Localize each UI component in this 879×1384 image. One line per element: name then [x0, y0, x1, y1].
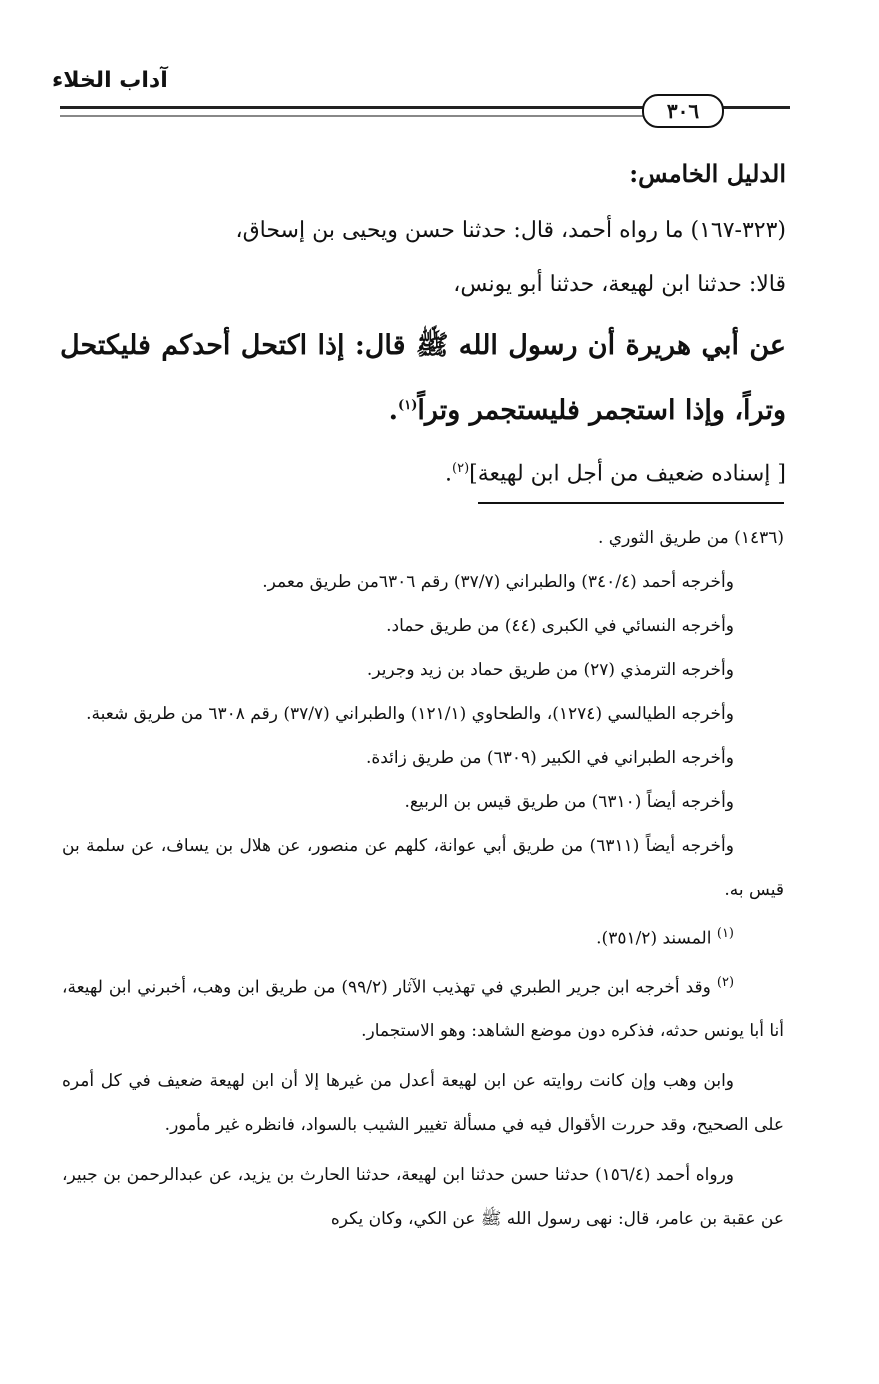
footnotes [62, 516, 784, 1241]
footnote-1-marker: (١) [716, 926, 734, 941]
hadith-body: عن أبي هريرة أن رسول الله ﷺ قال: إذا اكتحل أحدكم فليكتحل وتراً، وإذا استجمر فليستجمر وتراً [60, 330, 786, 426]
footnote-line: وأخرجه أحمد (٣٤٠/٤) والطبراني (٣٧/٧) رقم ٦٣٠٦من طريق معمر. [262, 572, 734, 592]
footnote-paragraph: وابن وهب وإن كانت روايته عن ابن لهيعة أعدل من غيرها إلا أن ابن لهيعة ضعيف في كل أمره على الصحيح، وقد حررت الأقوال فيه في مسألة تغيير الشيب بالسواد، فانظره غير مأمور. [62, 1071, 784, 1136]
footnote-2 [62, 961, 784, 1054]
footnote-ref-1: (١) [398, 398, 418, 413]
header-rule-secondary [60, 115, 645, 117]
footnote-separator [478, 502, 784, 504]
footnote-line: وأخرجه النسائي في الكبرى (٤٤) من طريق حماد. [386, 616, 734, 636]
section-heading: الدليل الخامس: [629, 159, 786, 188]
footnote-line: (١٤٣٦) من طريق الثوري . [597, 528, 784, 548]
page-number: ٣٠٦ [642, 94, 724, 128]
footnote-ref-2: (٢) [452, 461, 470, 476]
verdict-end: . [445, 461, 453, 487]
footnote-2-text: وقد أخرجه ابن جرير الطبري في تهذيب الآثار (٩٩/٢) من طريق ابن وهب، أخبرني ابن لهيعة، أنا أبا يونس حدثه، فذكره دون موضع الشاهد: وهو الاستجمار. [62, 977, 784, 1042]
footnote-paragraph: ورواه أحمد (١٥٦/٤) حدثنا حسن حدثنا ابن لهيعة، حدثنا الحارث بن يزيد، عن عبدالرحمن بن جبير، عن عقبة بن عامر، قال: نهى رسول الله ﷺ عن الكي، وكان يكره [62, 1165, 784, 1230]
footnote-line: وأخرجه أيضاً (٦٣١١) من طريق أبي عوانة، كلهم عن منصور، عن هلال بن يساف، عن سلمة بن قيس به. [62, 836, 784, 900]
footnote-line: وأخرجه الطيالسي (١٢٧٤)، والطحاوي (١٢١/١) والطبراني (٣٧/٧) رقم ٦٣٠٨ من طريق شعبة. [86, 704, 734, 724]
verdict-text: [ إسناده ضعيف من أجل ابن لهيعة] [469, 461, 786, 487]
footnote-1-text: المسند (٣٥١/٢). [596, 928, 712, 949]
footnote-1 [62, 912, 784, 961]
main-text [60, 150, 786, 502]
isnad-line-1: (٣٢٣-١٦٧) ما رواه أحمد، قال: حدثنا حسن ويحيى بن إسحاق، [235, 218, 786, 243]
footnote-line: وأخرجه أيضاً (٦٣١٠) من طريق قيس بن الربيع. [404, 792, 734, 812]
running-header-title: آداب الخلاء [52, 68, 168, 93]
footnote-2-marker: (٢) [716, 974, 735, 990]
footnote-line: وأخرجه الطبراني في الكبير (٦٣٠٩) من طريق زائدة. [365, 748, 734, 768]
footnote-line: وأخرجه الترمذي (٢٧) من طريق حماد بن زيد وجرير. [366, 660, 734, 680]
isnad-line-2: قالا: حدثنا ابن لهيعة، حدثنا أبو يونس، [453, 272, 786, 297]
verdict [60, 441, 786, 502]
hadith-text: عن أبي هريرة أن رسول الله ﷺ قال: إذا اكتحل أحدكم فليكتحل وتراً، وإذا استجمر فليستجمر وتراً$^{(١)}$. [60, 330, 786, 426]
